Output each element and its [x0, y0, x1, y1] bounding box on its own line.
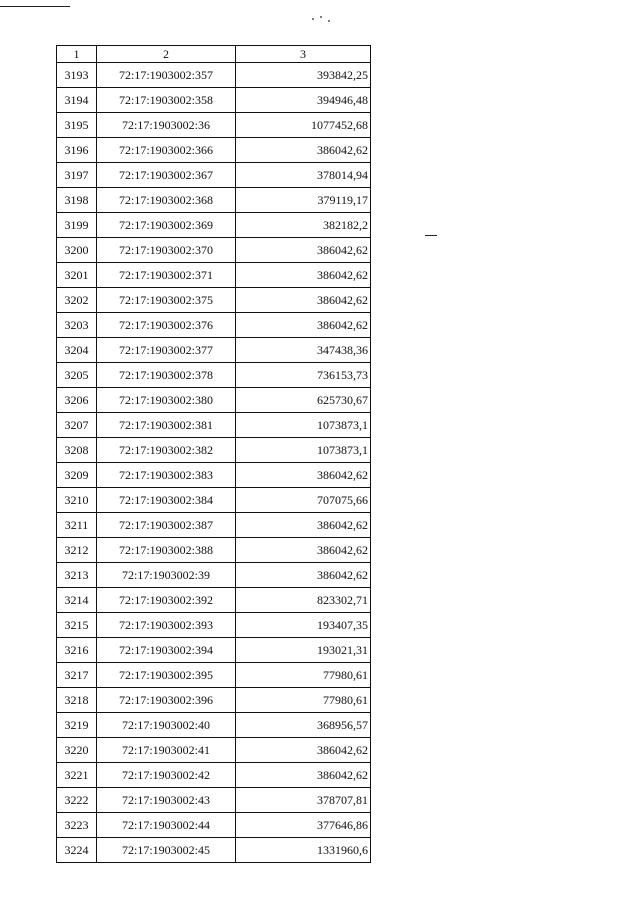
- cadastral-value: 386042,62: [236, 238, 371, 263]
- cadastral-value: 625730,67: [236, 388, 371, 413]
- cadastral-value: 386042,62: [236, 288, 371, 313]
- cadastral-number: 72:17:1903002:387: [97, 513, 236, 538]
- table-row: [57, 438, 371, 463]
- row-number: 3195: [57, 113, 97, 138]
- row-number: 3196: [57, 138, 97, 163]
- table-row: [57, 563, 371, 588]
- row-number: 3219: [57, 713, 97, 738]
- table-row: [57, 413, 371, 438]
- cadastral-number: 72:17:1903002:366: [97, 138, 236, 163]
- cadastral-number: 72:17:1903002:384: [97, 488, 236, 513]
- table-row: [57, 613, 371, 638]
- table-row: [57, 138, 371, 163]
- cadastral-value: 736153,73: [236, 363, 371, 388]
- cadastral-value: 382182,2: [236, 213, 371, 238]
- row-number: 3210: [57, 488, 97, 513]
- table-row: [57, 813, 371, 838]
- table-row: [57, 238, 371, 263]
- table-row: [57, 513, 371, 538]
- cadastral-value: 77980,61: [236, 688, 371, 713]
- cadastral-number: 72:17:1903002:42: [97, 763, 236, 788]
- row-number: 3204: [57, 338, 97, 363]
- row-number: 3200: [57, 238, 97, 263]
- cadastral-number: 72:17:1903002:369: [97, 213, 236, 238]
- table-row: [57, 288, 371, 313]
- cadastral-number: 72:17:1903002:380: [97, 388, 236, 413]
- cadastral-value-table: [56, 45, 371, 863]
- row-number: 3216: [57, 638, 97, 663]
- column-header-3: 3: [236, 46, 371, 63]
- row-number: 3208: [57, 438, 97, 463]
- row-number: 3194: [57, 88, 97, 113]
- cadastral-number: 72:17:1903002:395: [97, 663, 236, 688]
- cadastral-number: 72:17:1903002:44: [97, 813, 236, 838]
- cadastral-value: 386042,62: [236, 513, 371, 538]
- cadastral-number: 72:17:1903002:393: [97, 613, 236, 638]
- table-row: [57, 788, 371, 813]
- cadastral-number: 72:17:1903002:358: [97, 88, 236, 113]
- row-number: 3220: [57, 738, 97, 763]
- row-number: 3198: [57, 188, 97, 213]
- table-row: [57, 113, 371, 138]
- table-row: [57, 338, 371, 363]
- cadastral-number: 72:17:1903002:371: [97, 263, 236, 288]
- table-row: [57, 538, 371, 563]
- cadastral-value: 1077452,68: [236, 113, 371, 138]
- cadastral-value: 823302,71: [236, 588, 371, 613]
- cadastral-value: 1073873,1: [236, 413, 371, 438]
- cadastral-value: 1073873,1: [236, 438, 371, 463]
- table-row: [57, 488, 371, 513]
- cadastral-value: 386042,62: [236, 263, 371, 288]
- row-number: 3214: [57, 588, 97, 613]
- row-number: 3224: [57, 838, 97, 863]
- table-row: [57, 763, 371, 788]
- cadastral-value: 193407,35: [236, 613, 371, 638]
- cadastral-number: 72:17:1903002:378: [97, 363, 236, 388]
- cadastral-number: 72:17:1903002:367: [97, 163, 236, 188]
- table-row: [57, 88, 371, 113]
- row-number: 3193: [57, 63, 97, 88]
- cadastral-value: 386042,62: [236, 563, 371, 588]
- cadastral-value: 378014,94: [236, 163, 371, 188]
- cadastral-value: 393842,25: [236, 63, 371, 88]
- table-row: [57, 738, 371, 763]
- cadastral-value: 347438,36: [236, 338, 371, 363]
- table-row: [57, 363, 371, 388]
- row-number: 3199: [57, 213, 97, 238]
- table-row: [57, 263, 371, 288]
- row-number: 3203: [57, 313, 97, 338]
- row-number: 3218: [57, 688, 97, 713]
- cadastral-number: 72:17:1903002:36: [97, 113, 236, 138]
- table-row: [57, 588, 371, 613]
- header-row: [57, 46, 371, 63]
- cadastral-value: 1331960,6: [236, 838, 371, 863]
- row-number: 3202: [57, 288, 97, 313]
- cadastral-number: 72:17:1903002:41: [97, 738, 236, 763]
- scan-speck: [328, 20, 330, 22]
- row-number: 3207: [57, 413, 97, 438]
- row-number: 3215: [57, 613, 97, 638]
- cadastral-number: 72:17:1903002:377: [97, 338, 236, 363]
- row-number: 3205: [57, 363, 97, 388]
- cadastral-value: 386042,62: [236, 738, 371, 763]
- scan-edge-mark: [0, 6, 70, 7]
- column-header-2: 2: [97, 46, 236, 63]
- cadastral-number: 72:17:1903002:370: [97, 238, 236, 263]
- cadastral-number: 72:17:1903002:357: [97, 63, 236, 88]
- table-row: [57, 213, 371, 238]
- cadastral-number: 72:17:1903002:392: [97, 588, 236, 613]
- table-row: [57, 838, 371, 863]
- cadastral-number: 72:17:1903002:43: [97, 788, 236, 813]
- cadastral-number: 72:17:1903002:396: [97, 688, 236, 713]
- cadastral-number: 72:17:1903002:39: [97, 563, 236, 588]
- cadastral-value: 77980,61: [236, 663, 371, 688]
- cadastral-number: 72:17:1903002:382: [97, 438, 236, 463]
- table-row: [57, 638, 371, 663]
- cadastral-number: 72:17:1903002:368: [97, 188, 236, 213]
- cadastral-value: 377646,86: [236, 813, 371, 838]
- table-row: [57, 388, 371, 413]
- cadastral-value: 378707,81: [236, 788, 371, 813]
- cadastral-value: 386042,62: [236, 538, 371, 563]
- table-row: [57, 313, 371, 338]
- cadastral-number: 72:17:1903002:45: [97, 838, 236, 863]
- row-number: 3217: [57, 663, 97, 688]
- cadastral-number: 72:17:1903002:394: [97, 638, 236, 663]
- table-row: [57, 163, 371, 188]
- scan-speck: [312, 18, 314, 20]
- cadastral-value: 394946,48: [236, 88, 371, 113]
- cadastral-value: 379119,17: [236, 188, 371, 213]
- cadastral-number: 72:17:1903002:388: [97, 538, 236, 563]
- cadastral-value: 386042,62: [236, 463, 371, 488]
- cadastral-value: 386042,62: [236, 763, 371, 788]
- table-row: [57, 463, 371, 488]
- row-number: 3197: [57, 163, 97, 188]
- cadastral-number: 72:17:1903002:383: [97, 463, 236, 488]
- row-number: 3213: [57, 563, 97, 588]
- row-number: 3209: [57, 463, 97, 488]
- scan-speck: [320, 16, 322, 18]
- row-number: 3223: [57, 813, 97, 838]
- cadastral-value: 386042,62: [236, 313, 371, 338]
- row-number: 3222: [57, 788, 97, 813]
- cadastral-number: 72:17:1903002:40: [97, 713, 236, 738]
- row-number: 3221: [57, 763, 97, 788]
- cadastral-number: 72:17:1903002:376: [97, 313, 236, 338]
- column-header-1: 1: [57, 46, 97, 63]
- cadastral-number: 72:17:1903002:375: [97, 288, 236, 313]
- table-row: [57, 188, 371, 213]
- row-number: 3206: [57, 388, 97, 413]
- row-number: 3211: [57, 513, 97, 538]
- table-row: [57, 63, 371, 88]
- table-row: [57, 663, 371, 688]
- cadastral-value: 368956,57: [236, 713, 371, 738]
- cadastral-number: 72:17:1903002:381: [97, 413, 236, 438]
- scan-edge-mark: [425, 235, 437, 236]
- cadastral-value: 707075,66: [236, 488, 371, 513]
- cadastral-value: 386042,62: [236, 138, 371, 163]
- table-row: [57, 713, 371, 738]
- table-row: [57, 688, 371, 713]
- row-number: 3212: [57, 538, 97, 563]
- cadastral-value: 193021,31: [236, 638, 371, 663]
- row-number: 3201: [57, 263, 97, 288]
